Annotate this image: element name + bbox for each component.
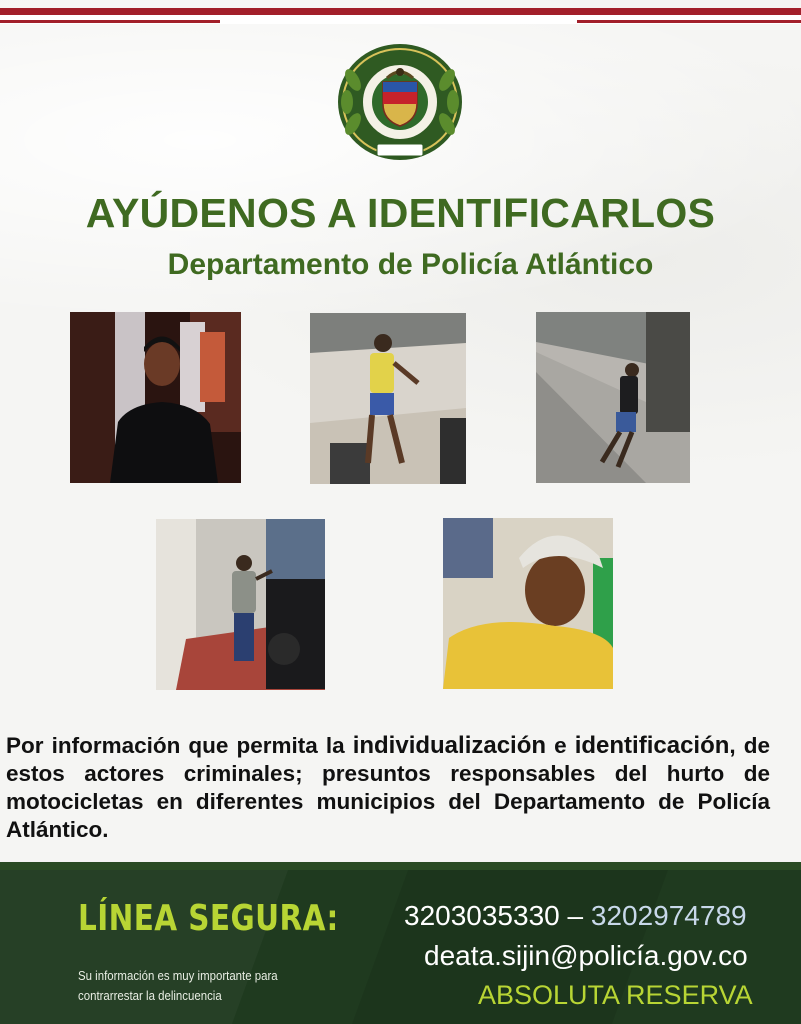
phone-number-1[interactable]: 3203035330 [404, 900, 560, 931]
phone-number-2[interactable]: 3202974789 [590, 900, 747, 931]
contact-email-link[interactable]: deata.sijin@policía.gov.co [424, 940, 748, 971]
seal-emblem [333, 40, 467, 168]
policia-nacional-seal-logo [333, 40, 467, 168]
page-subtitle: Departamento de Policía Atlántico [167, 248, 654, 281]
info-text-part-e: , de estos actores criminales; presuntos responsables del hurto de motocicletas en diferentes municipios del Departamento de Policía Atlántico. [6, 733, 770, 842]
info-text-emphasis-individualizacion: individualización [352, 732, 547, 759]
suspect-photo-1 [70, 312, 241, 483]
info-text-emphasis-identificacion: identificación [574, 732, 730, 759]
top-red-line-left [0, 20, 220, 23]
suspect-photo-3 [536, 312, 690, 483]
info-request-text [6, 732, 770, 844]
suspect-photo-4 [156, 519, 325, 690]
top-red-line-right [577, 20, 801, 23]
info-text-part-a: Por información que permita la [6, 733, 353, 758]
top-border [0, 8, 801, 24]
phone-separator: – [559, 900, 591, 931]
suspect-photo-2 [310, 313, 466, 484]
footer-contact-panel [0, 870, 801, 1024]
absoluta-reserva-label: ABSOLUTA RESERVA [478, 980, 753, 1010]
suspect-photo-5 [443, 518, 613, 689]
linea-segura-label: LÍNEA SEGURA: [78, 898, 339, 939]
info-importance-note: Su información es muy importante para contrarrestar la delincuencia [78, 968, 278, 1003]
info-text-part-c: e [546, 733, 575, 758]
top-red-stripe [0, 8, 801, 15]
page-title: AYÚDENOS A IDENTIFICARLOS [85, 190, 716, 236]
phone-numbers [404, 900, 747, 932]
